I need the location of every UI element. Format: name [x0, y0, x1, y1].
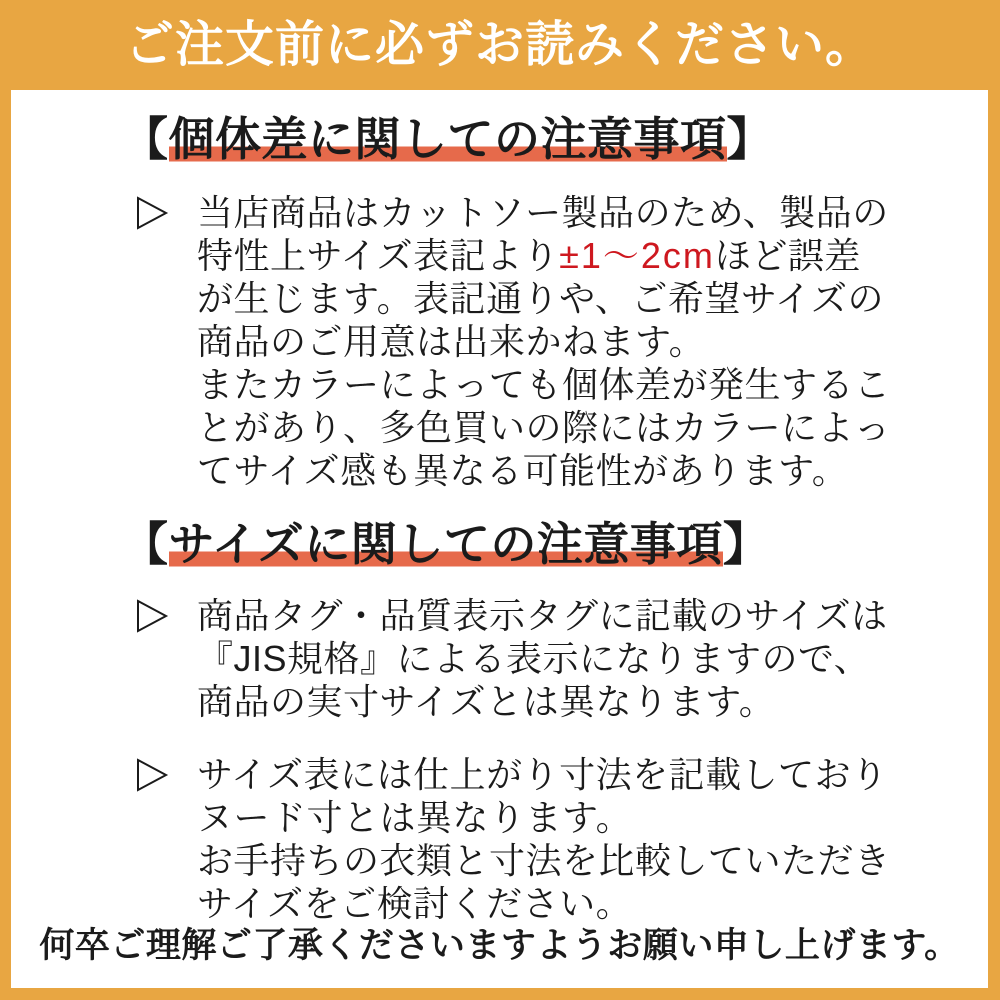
tolerance-highlight: ±1〜2cm [559, 235, 715, 276]
top-banner [0, 0, 1000, 90]
para-text: サイズ表には仕上がり寸法を記載しておりヌード寸とは異なります。 [197, 754, 888, 838]
section-heading-size [122, 518, 988, 570]
heading-bracket-open: 【 [122, 113, 169, 165]
bullet-jis-standard [135, 594, 928, 723]
bullet-individual-differences [135, 191, 928, 492]
notice-panel [11, 90, 988, 988]
para-text: ほど誤差が生じます。表記通りや、ご希望サイズの商品のご用意は出来かねます。 [197, 235, 885, 362]
bullet-paragraph [197, 594, 897, 723]
heading-bracket-close: 】 [722, 518, 770, 570]
heading-text: サイズに関しての注意事項 [168, 518, 723, 570]
para-text: 商品タグ・品質表示タグに記載のサイズは『JIS規格』による表示になりますので、商品の実寸サイズとは異なります。 [197, 595, 888, 722]
banner-title: ご注文前に必ずお読みください。 [124, 17, 875, 72]
bullet-paragraph [197, 753, 897, 925]
bullet-paragraph [197, 191, 897, 492]
section-heading-individual-differences [122, 113, 988, 165]
para-text: 当店商品はカットソー製品のため、製品の特性上サイズ表記より [197, 192, 889, 276]
triangle-bullet-icon [135, 757, 169, 793]
para-text: お手持ちの衣類と寸法を比較していただきサイズをご検討ください。 [197, 840, 891, 924]
heading-bracket-close: 】 [726, 113, 773, 165]
triangle-bullet-icon [135, 598, 169, 634]
heading-text: 個体差に関しての注意事項 [168, 113, 727, 165]
triangle-bullet-icon [135, 195, 169, 231]
footer-note: 何卒ご理解ご了承くださいますようお願い申し上げます。 [39, 926, 960, 965]
heading-bracket-open: 【 [122, 518, 169, 570]
para-text: またカラーによっても個体差が発生することがあり、多色買いの際にはカラーによってサイズ感も異なる可能性があります。 [197, 364, 891, 491]
bullet-finished-measurements [135, 753, 928, 925]
